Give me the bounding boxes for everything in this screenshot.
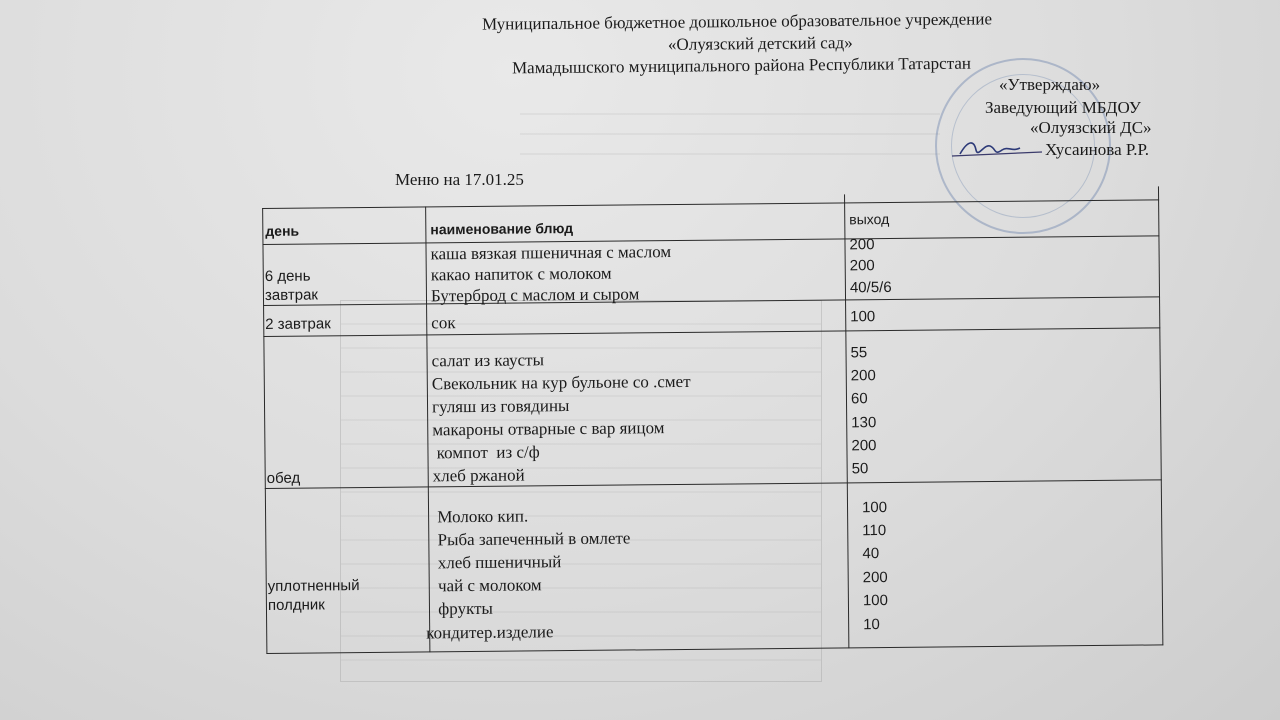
dish-output: 40 — [862, 545, 880, 563]
row-day-label — [268, 576, 360, 615]
row-day-label — [265, 266, 318, 305]
dish-output: 40/5/6 — [849, 278, 892, 297]
dish-output: 100 — [862, 592, 889, 610]
dish-name: какао напиток с молоком — [430, 263, 612, 285]
dish-name: чай с молоком — [433, 575, 542, 596]
row-day-label: обед — [266, 469, 301, 487]
dish-output: 110 — [862, 522, 887, 540]
dish-name: макароны отварные с вар яицом — [432, 418, 665, 440]
org-title-line-2: «Олуязский детский сад» — [667, 33, 853, 54]
dish-name: хлеб ржаной — [432, 465, 525, 486]
org-title-line-3: Мамадышского муниципального района Республики Татарстан — [511, 53, 972, 78]
dish-name: хлеб пшеничный — [433, 552, 562, 573]
dish-name: салат из каусты — [431, 350, 545, 371]
dish-name: компот из с/ф — [432, 442, 540, 463]
approval-position: Заведующий МБДОУ — [985, 98, 1141, 117]
menu-table — [262, 186, 1166, 655]
dish-output: 50 — [851, 460, 869, 478]
column-header-output: выход — [849, 210, 890, 228]
approval-signer-name: Хусаинова Р.Р. — [1045, 140, 1150, 159]
dish-output: 200 — [850, 367, 876, 385]
dish-name: Рыба запеченный в омлете — [433, 528, 631, 550]
dish-name: Свекольник на кур бульоне со .смет — [431, 371, 691, 394]
dish-output: 130 — [851, 414, 877, 432]
dish-output: 10 — [863, 616, 880, 634]
dish-name: фрукты — [433, 598, 494, 619]
dish-output: 60 — [850, 390, 868, 408]
dish-output: 200 — [851, 437, 877, 455]
menu-date-title: Меню на 17.01.25 — [395, 170, 524, 189]
dish-name: кондитер.изделие — [426, 622, 554, 643]
dish-name: Бутерброд с маслом и сыром — [430, 284, 640, 306]
row-day-label: 2 завтрак — [265, 315, 331, 333]
dish-output: 200 — [849, 236, 875, 254]
dish-output: 100 — [861, 499, 888, 517]
dish-output: 200 — [862, 569, 888, 587]
dish-name: каша вязкая пшеничная с маслом — [430, 242, 672, 264]
dish-name: Молоко кип. — [433, 506, 529, 527]
approval-caption: «Утверждаю» — [999, 75, 1101, 94]
signature-icon — [950, 136, 1045, 162]
dish-output: 200 — [849, 257, 875, 275]
show-through-text — [520, 95, 940, 165]
column-header-dish-name: наименование блюд — [430, 220, 574, 238]
dish-name: сок — [431, 313, 456, 333]
day-label-line: уплотненный полдник — [267, 577, 360, 614]
column-header-day: день — [265, 222, 300, 239]
org-title-line-1: Муниципальное бюджетное дошкольное образовательное учреждение — [481, 9, 993, 34]
day-label-line: 6 день завтрак — [264, 267, 319, 304]
dish-output: 55 — [850, 344, 868, 362]
dish-name: гуляш из говядины — [431, 396, 570, 417]
dish-output: 100 — [850, 308, 876, 326]
approval-organization: «Олуязский ДС» — [1030, 118, 1152, 137]
